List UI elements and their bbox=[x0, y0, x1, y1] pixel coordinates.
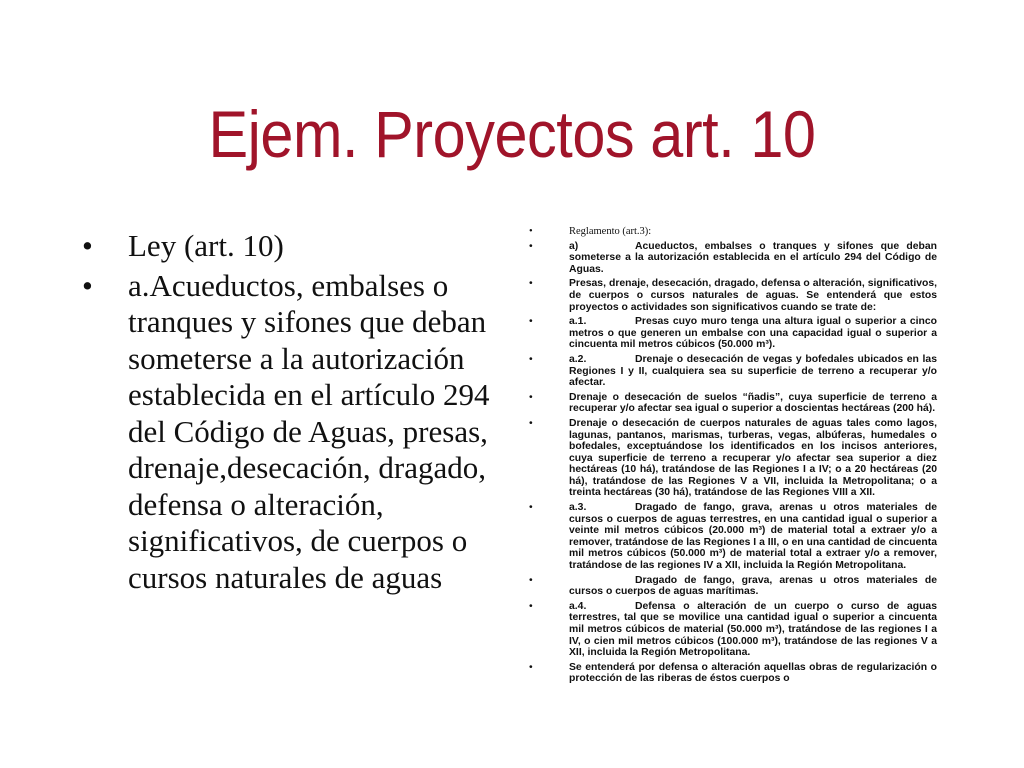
right-item-text: Defensa o alteración de un cuerpo o curso de aguas terrestres, tal que se movilice una cantidad igual o superior a cincuenta mil metros cúbicos de material (50.000 m³), tratándose de las regiones I a IV, o cien mil metros cúbicos (100.000 m³), tratándose de las regiones V a XII, incluida la Región Metropolitana. bbox=[569, 600, 937, 659]
right-item-text: Drenaje o desecación de suelos “ñadis”, cuya superficie de terreno a recuperar y/o afectar sea igual o superior a doscientas hectáreas (200 há). bbox=[569, 391, 937, 415]
right-item-tag: a.4. bbox=[569, 600, 587, 612]
bullet-icon: • bbox=[529, 353, 533, 365]
right-bullet-list bbox=[527, 226, 937, 688]
right-item-text: Acueductos, embalses o tranques y sifones que deban someterse a la autorización establecida en el artículo 294 del Código de Aguas. bbox=[569, 240, 937, 275]
bullet-icon: • bbox=[529, 278, 533, 290]
right-item-text: Presas cuyo muro tenga una altura igual o superior a cinco metros o que generen un embalse con una capacidad igual o superior a cincuenta mil metros cúbicos (50.000 m³). bbox=[569, 316, 937, 351]
slide-title: Ejem. Proyectos art. 10 bbox=[208, 97, 816, 171]
bullet-icon: • bbox=[82, 228, 93, 263]
right-list-item bbox=[527, 316, 937, 351]
left-list-item bbox=[82, 268, 502, 597]
left-list-item bbox=[82, 228, 502, 265]
right-item-tag: a.1. bbox=[569, 316, 587, 328]
right-item-text: Reglamento (art.3): bbox=[569, 226, 652, 237]
right-item-tag: a) bbox=[569, 240, 579, 252]
bullet-icon: • bbox=[529, 226, 533, 237]
right-item-text: Dragado de fango, grava, arenas u otros materiales de cursos o cuerpos de aguas terrestres, en una cantidad igual o superior a veinte mil metros cúbicos (20.000 m³) de material total a extraer y/o a remover, tratándose de las Regiones I a III, o en una cantidad de cincuenta mil metros cúbicos (50.000 m³) de material total a extraer y/o a remover, tratándose de las regiones IV a XII, incluida la Región Metropolitana. bbox=[569, 502, 937, 572]
bullet-icon: • bbox=[529, 391, 533, 403]
bullet-icon: • bbox=[529, 316, 533, 328]
bullet-icon: • bbox=[82, 267, 93, 303]
left-bullet-list bbox=[82, 228, 502, 599]
bullet-icon: • bbox=[529, 600, 533, 612]
right-item-text: Dragado de fango, grava, arenas u otros materiales de cursos o cuerpos de aguas marítimas. bbox=[569, 574, 937, 598]
left-item-text: Ley (art. 10) bbox=[128, 228, 284, 263]
right-list-item bbox=[527, 662, 937, 685]
right-item-text: Se entenderá por defensa o alteración aquellas obras de regularización o protección de las riberas de éstos cuerpos o bbox=[569, 661, 937, 685]
right-item-text: Drenaje o desecación de cuerpos naturales de aguas tales como lagos, lagunas, pantanos, marismas, turberas, vegas, albúferas, humedales o bofedales, exceptuándose los identificados en los incisos anteriores, cuya superficie de terreno a recuperar y/o afectar sea superior a diez hectáreas (10 há), tratándose de las Regiones I a IV; o a 20 hectáreas (20 há), tratándose de las Regiones V a VII, incluida la Metropolitana; o a treinta hectáreas (30 há), tratándose de las Regiones VIII a XII. bbox=[569, 417, 937, 499]
right-item-text: Presas, drenaje, desecación, dragado, defensa o alteración, significativos, de cuerpos o cursos naturales de aguas. Se entenderá que estos proyectos o actividades son significativos cuando se trate de: bbox=[569, 278, 937, 313]
right-list-item bbox=[527, 226, 937, 238]
right-list-item bbox=[527, 502, 937, 572]
bullet-icon: • bbox=[529, 502, 533, 514]
bullet-icon: • bbox=[529, 574, 533, 586]
right-list-item bbox=[527, 601, 937, 659]
right-item-tag: a.3. bbox=[569, 502, 587, 514]
right-list-item bbox=[527, 354, 937, 389]
right-item-text: Drenaje o desecación de vegas y bofedales ubicados en las Regiones I y II, cualquiera sea su superficie de terreno a recuperar y/o afectar. bbox=[569, 353, 937, 389]
right-list-item bbox=[527, 278, 937, 313]
right-list-item bbox=[527, 392, 937, 415]
right-list-item bbox=[527, 418, 937, 499]
left-item-text: a.Acueductos, embalses o tranques y sifones que deban someterse a la autorización establecida en el artículo 294 del Código de Aguas, presas, drenaje,desecación, dragado, defensa o alteración, significativos, de cuerpos o cursos naturales de aguas bbox=[128, 267, 490, 595]
right-list-item bbox=[527, 241, 937, 276]
bullet-icon: • bbox=[529, 240, 533, 252]
bullet-icon: • bbox=[529, 417, 533, 429]
right-item-tag: a.2. bbox=[569, 353, 587, 365]
right-list-item bbox=[527, 575, 937, 598]
bullet-icon: • bbox=[529, 661, 533, 673]
